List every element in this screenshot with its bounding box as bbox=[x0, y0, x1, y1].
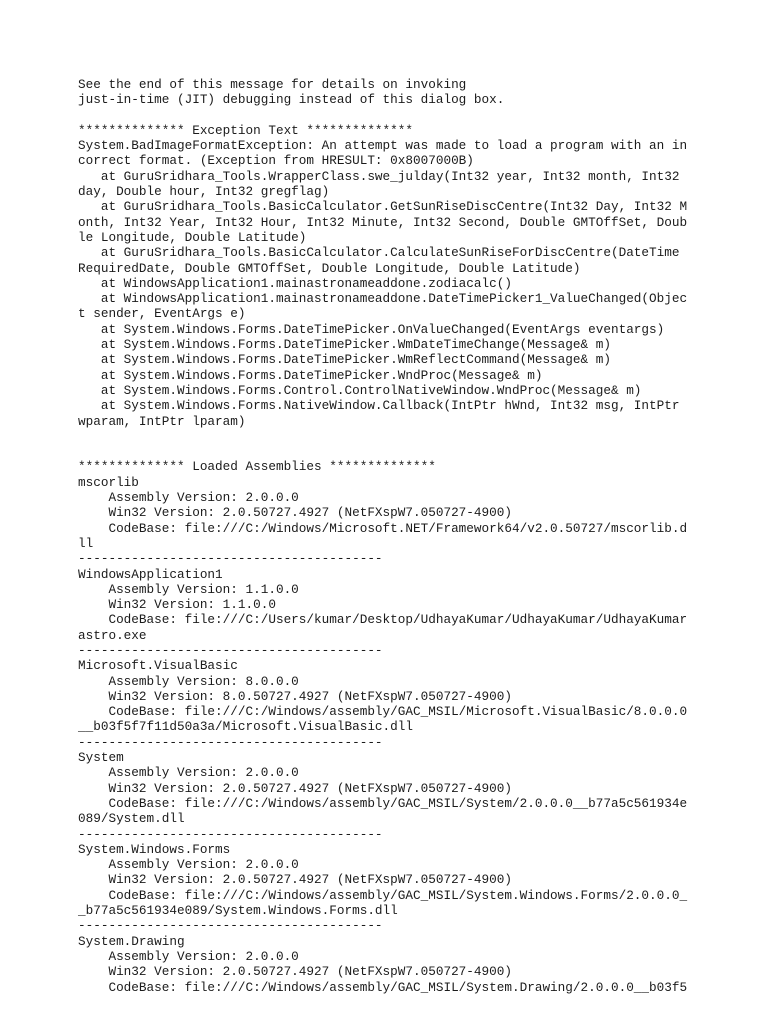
document-line: ll bbox=[78, 535, 94, 551]
document-line: at GuruSridhara_Tools.BasicCalculator.GetSunRiseDiscCentre(Int32 Day, Int32 M bbox=[78, 199, 688, 215]
document-line: __b03f5f7f11d50a3a/Microsoft.VisualBasic.dll bbox=[78, 719, 414, 735]
document-line: ---------------------------------------- bbox=[78, 918, 383, 934]
document-line: onth, Int32 Year, Int32 Hour, Int32 Minute, Int32 Second, Double GMTOffSet, Doub bbox=[78, 214, 688, 230]
document-line: at System.Windows.Forms.Control.ControlNativeWindow.WndProc(Message& m) bbox=[78, 382, 642, 398]
document-line: WindowsApplication1 bbox=[78, 566, 223, 582]
document-line: System bbox=[78, 750, 124, 766]
document-line bbox=[78, 108, 758, 123]
document-line: at System.Windows.Forms.DateTimePicker.WmReflectCommand(Message& m) bbox=[78, 352, 611, 368]
document-line: ************** Loaded Assemblies ************** bbox=[78, 459, 436, 475]
document-line: CodeBase: file:///C:/Windows/assembly/GAC_MSIL/Microsoft.VisualBasic/8.0.0.0 bbox=[78, 704, 688, 720]
document-line: Assembly Version: 2.0.0.0 bbox=[78, 857, 299, 873]
document-line: System.Drawing bbox=[78, 933, 185, 949]
document-line: ---------------------------------------- bbox=[78, 826, 383, 842]
document-line: at WindowsApplication1.mainastronameaddone.DateTimePicker1_ValueChanged(Objec bbox=[78, 291, 688, 307]
document-line: System.Windows.Forms bbox=[78, 841, 231, 857]
document-line: wparam, IntPtr lparam) bbox=[78, 413, 246, 429]
document-line: Win32 Version: 2.0.50727.4927 (NetFXspW7.050727-4900) bbox=[78, 780, 512, 796]
document-line bbox=[78, 429, 758, 444]
document-line: CodeBase: file:///C:/Windows/assembly/GAC_MSIL/System.Windows.Forms/2.0.0.0_ bbox=[78, 887, 688, 903]
document-line: See the end of this message for details on invoking bbox=[78, 77, 467, 92]
document-line: CodeBase: file:///C:/Windows/assembly/GAC_MSIL/System/2.0.0.0__b77a5c561934e bbox=[78, 795, 688, 811]
document-line: CodeBase: file:///C:/Users/kumar/Desktop/UdhayaKumar/UdhayaKumar/UdhayaKumar bbox=[78, 612, 688, 628]
document-line: mscorlib bbox=[78, 474, 139, 490]
document-line: at System.Windows.Forms.NativeWindow.Callback(IntPtr hWnd, Int32 msg, IntPtr bbox=[78, 398, 680, 414]
document-line: astro.exe bbox=[78, 627, 147, 643]
document-line: Assembly Version: 1.1.0.0 bbox=[78, 581, 299, 597]
document-line: Assembly Version: 2.0.0.0 bbox=[78, 765, 299, 781]
document-line: Assembly Version: 2.0.0.0 bbox=[78, 490, 299, 506]
document-line: t sender, EventArgs e) bbox=[78, 306, 246, 322]
document-line: ---------------------------------------- bbox=[78, 551, 383, 567]
document-line: ---------------------------------------- bbox=[78, 642, 383, 658]
document-line: at GuruSridhara_Tools.WrapperClass.swe_julday(Int32 year, Int32 month, Int32 bbox=[78, 168, 680, 184]
document-line: correct format. (Exception from HRESULT: 0x8007000B) bbox=[78, 153, 474, 169]
document-line: RequiredDate, Double GMTOffSet, Double Longitude, Double Latitude) bbox=[78, 260, 581, 276]
document-line: just-in-time (JIT) debugging instead of this dialog box. bbox=[78, 92, 505, 108]
document-line: Assembly Version: 2.0.0.0 bbox=[78, 948, 299, 964]
document-line: Microsoft.VisualBasic bbox=[78, 658, 238, 674]
document-line: Win32 Version: 2.0.50727.4927 (NetFXspW7.050727-4900) bbox=[78, 872, 512, 888]
document-line: Win32 Version: 1.1.0.0 bbox=[78, 597, 276, 613]
document-line: CodeBase: file:///C:/Windows/assembly/GAC_MSIL/System.Drawing/2.0.0.0__b03f5 bbox=[78, 979, 688, 995]
document-line: day, Double hour, Int32 gregflag) bbox=[78, 184, 330, 200]
document-line: at System.Windows.Forms.DateTimePicker.OnValueChanged(EventArgs eventargs) bbox=[78, 321, 665, 337]
document-line: le Longitude, Double Latitude) bbox=[78, 229, 307, 245]
document-line: ---------------------------------------- bbox=[78, 734, 383, 750]
jit-debug-message-document bbox=[78, 77, 758, 995]
document-line: at WindowsApplication1.mainastronameaddone.zodiacalc() bbox=[78, 275, 512, 291]
document-line: System.BadImageFormatException: An attempt was made to load a program with an in bbox=[78, 138, 688, 154]
document-line: Win32 Version: 8.0.50727.4927 (NetFXspW7.050727-4900) bbox=[78, 688, 512, 704]
document-line: ************** Exception Text ************** bbox=[78, 122, 414, 138]
document-line bbox=[78, 444, 758, 459]
document-line: at GuruSridhara_Tools.BasicCalculator.CalculateSunRiseForDiscCentre(DateTime bbox=[78, 245, 680, 261]
document-line: Assembly Version: 8.0.0.0 bbox=[78, 673, 299, 689]
document-line: CodeBase: file:///C:/Windows/Microsoft.NET/Framework64/v2.0.50727/mscorlib.d bbox=[78, 520, 688, 536]
document-line: Win32 Version: 2.0.50727.4927 (NetFXspW7.050727-4900) bbox=[78, 964, 512, 980]
document-line: at System.Windows.Forms.DateTimePicker.WmDateTimeChange(Message& m) bbox=[78, 337, 611, 353]
document-line: Win32 Version: 2.0.50727.4927 (NetFXspW7.050727-4900) bbox=[78, 505, 512, 521]
document-line: 089/System.dll bbox=[78, 811, 185, 827]
document-line: _b77a5c561934e089/System.Windows.Forms.dll bbox=[78, 903, 398, 919]
document-line: at System.Windows.Forms.DateTimePicker.WndProc(Message& m) bbox=[78, 367, 543, 383]
